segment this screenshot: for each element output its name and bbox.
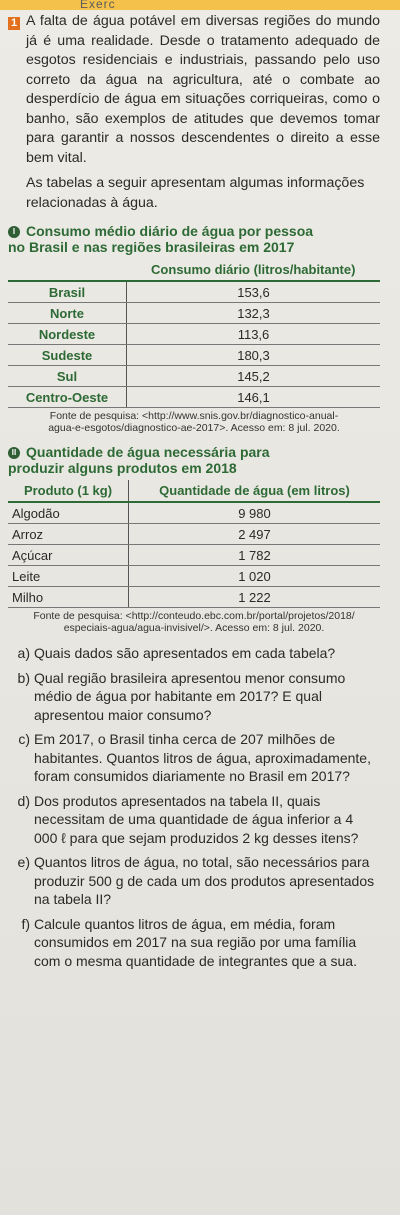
table-2-source xyxy=(8,610,380,634)
table-2-roman-badge: II xyxy=(8,447,20,459)
region-name: Centro-Oeste xyxy=(8,387,127,408)
table-row xyxy=(8,324,380,345)
table-1-title xyxy=(8,223,380,255)
product-name: Leite xyxy=(8,566,129,587)
question-item xyxy=(8,792,380,848)
question-item xyxy=(8,669,380,725)
table-2-title-line2: produzir alguns produtos em 2018 xyxy=(8,460,237,476)
question-label: b) xyxy=(17,669,30,686)
question-list xyxy=(8,644,380,970)
table-row xyxy=(8,387,380,408)
exercise-intro xyxy=(8,12,380,168)
table-row xyxy=(8,524,380,545)
question-item xyxy=(8,730,380,786)
section-heading: Exerc xyxy=(80,0,116,11)
table-row xyxy=(8,303,380,324)
table-row xyxy=(8,345,380,366)
table-2-title-line1: Quantidade de água necessária para xyxy=(26,444,270,460)
region-value: 146,1 xyxy=(127,387,381,408)
question-item xyxy=(8,644,380,663)
question-label: d) xyxy=(17,792,30,809)
table-row xyxy=(8,566,380,587)
table-row xyxy=(8,366,380,387)
question-text: Quais dados são apresentados em cada tabela? xyxy=(34,645,336,661)
product-name: Açúcar xyxy=(8,545,129,566)
question-text: Qual região brasileira apresentou menor consumo médio de água por habitante em 2017? E qual apresentou maior consumo? xyxy=(34,669,346,723)
region-value: 132,3 xyxy=(127,303,381,324)
table-2 xyxy=(8,480,380,608)
product-name: Milho xyxy=(8,587,129,608)
table-1-column-header: Consumo diário (litros/habitante) xyxy=(127,259,381,281)
region-name: Sudeste xyxy=(8,345,127,366)
region-name: Brasil xyxy=(8,281,127,303)
table-2-source-line1: Fonte de pesquisa: <http://conteudo.ebc.com.br/portal/projetos/2018/ xyxy=(33,610,355,622)
table-1 xyxy=(8,259,380,408)
table-1-source xyxy=(8,410,380,434)
product-name: Arroz xyxy=(8,524,129,545)
question-label: f) xyxy=(21,915,30,932)
top-banner xyxy=(0,0,400,10)
region-name: Norte xyxy=(8,303,127,324)
question-text: Calcule quantos litros de água, em média, foram consumidos em 2017 na sua região por uma família com o mesma quantidade de integrantes que a sua. xyxy=(34,915,357,969)
question-text: Dos produtos apresentados na tabela II, quais necessitam de uma quantidade de água inferior a 4 000 ℓ para que sejam produzidos 2 kg desses itens? xyxy=(34,792,359,846)
table-1-block xyxy=(8,223,380,434)
product-value: 1 222 xyxy=(129,587,381,608)
table-row xyxy=(8,587,380,608)
question-item xyxy=(8,915,380,971)
table-2-title xyxy=(8,444,380,476)
region-name: Nordeste xyxy=(8,324,127,345)
question-label: a) xyxy=(17,645,30,661)
region-value: 113,6 xyxy=(127,324,381,345)
question-label: e) xyxy=(17,854,30,870)
product-value: 2 497 xyxy=(129,524,381,545)
region-value: 145,2 xyxy=(127,366,381,387)
table-2-source-line2: especiais-agua/agua-invisivel/>. Acesso em: 8 jul. 2020. xyxy=(63,622,325,634)
table-1-roman-badge: I xyxy=(8,226,20,238)
region-value: 153,6 xyxy=(127,281,381,303)
table-2-col2-header: Quantidade de água (em litros) xyxy=(129,480,381,502)
table-1-source-line1: Fonte de pesquisa: <http://www.snis.gov.br/diagnostico-anual- xyxy=(49,410,339,422)
product-value: 9 980 xyxy=(129,502,381,524)
question-label: c) xyxy=(18,731,30,747)
table-row xyxy=(8,502,380,524)
table-2-col1-header: Produto (1 kg) xyxy=(8,480,129,502)
lead-paragraph: As tabelas a seguir apresentam algumas informações relacionadas à água. xyxy=(26,175,365,211)
product-value: 1 782 xyxy=(129,545,381,566)
table-1-empty-header xyxy=(8,259,127,281)
exercise-content xyxy=(8,12,380,976)
question-item xyxy=(8,853,380,909)
question-text: Quantos litros de água, no total, são necessários para produzir 500 g de cada um dos produtos apresentados na tabela II? xyxy=(34,854,375,907)
question-text: Em 2017, o Brasil tinha cerca de 207 milhões de habitantes. Quantos litros de água, aproximadamente, foram consumidos diariamente no Brasil em 2017? xyxy=(34,731,371,784)
table-1-title-line1: Consumo médio diário de água por pessoa xyxy=(26,223,314,239)
intro-paragraph: A falta de água potável em diversas regiões do mundo já é uma realidade. Desde o tratamento adequado de esgotos residenciais e industriais, passando pelo uso correto da água na agricultura, até o combate ao desperdício de água em situações corriqueiras, como o banho, são exemplos de atitudes que devemos tomar para garantir a nossos descendentes o direito a esse bem vital. xyxy=(26,13,380,166)
table-row xyxy=(8,281,380,303)
product-name: Algodão xyxy=(8,502,129,524)
region-name: Sul xyxy=(8,366,127,387)
table-1-source-line2: agua-e-esgotos/diagnostico-ae-2017>. Acesso em: 8 jul. 2020. xyxy=(48,422,340,434)
product-value: 1 020 xyxy=(129,566,381,587)
table-1-title-line2: no Brasil e nas regiões brasileiras em 2017 xyxy=(8,239,295,255)
table-row xyxy=(8,545,380,566)
exercise-number-badge: 1 xyxy=(8,17,20,30)
table-2-block xyxy=(8,444,380,634)
region-value: 180,3 xyxy=(127,345,381,366)
